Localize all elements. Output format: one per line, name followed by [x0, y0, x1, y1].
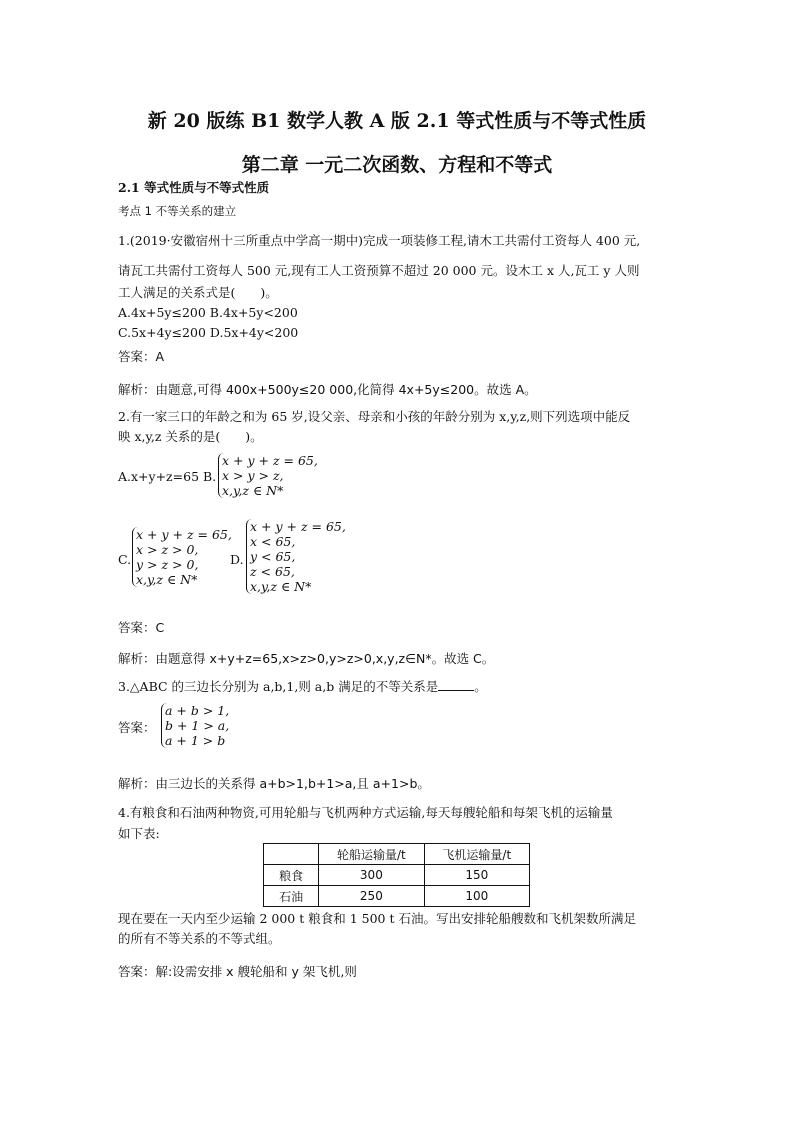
question-2-option-a: A.x+y+z=65 — [118, 469, 200, 484]
chapter-title: 第二章 一元二次函数、方程和不等式 — [241, 154, 553, 176]
table-cell: 粮食 — [264, 865, 319, 886]
system-line: a + b > 1, — [165, 703, 230, 718]
question-1-line-3: 工人满足的关系式是( )。 — [118, 285, 278, 300]
topic-heading: 考点 1 不等关系的建立 — [118, 204, 237, 218]
question-1-analysis: 解析：由题意,可得 400x+500y≤20 000,化简得 4x+5y≤200。故选 A。 — [118, 382, 537, 397]
question-2-option-d-label: D. — [230, 552, 244, 567]
question-2-line-2: 映 x,y,z 关系的是( )。 — [118, 429, 263, 444]
question-2-option-b-system — [218, 453, 318, 498]
question-2-option-d-system — [246, 519, 346, 594]
question-1-answer: 答案：A — [118, 349, 165, 364]
question-2-analysis: 解析：由题意得 x+y+z=65,x>z>0,y>z>0,x,y,z∈N*。故选 C。 — [118, 651, 495, 666]
question-2-option-c-system — [132, 527, 232, 587]
system-line: x,y,z ∈ N* — [136, 572, 198, 587]
question-1-line-1: 1.(2019·安徽宿州十三所重点中学高一期中)完成一项装修工程,请木工共需付工资每人 400 元, — [118, 233, 641, 248]
system-line: x + y + z = 65, — [222, 453, 318, 468]
question-3-stem — [118, 680, 487, 694]
document-title: 新 20 版练 B1 数学人教 A 版 2.1 等式性质与不等式性质 — [147, 110, 647, 132]
question-3-analysis: 解析：由三边长的关系得 a+b>1,b+1>a,且 a+1>b。 — [118, 776, 430, 791]
question-2-line-1: 2.有一家三口的年龄之和为 65 岁,设父亲、母亲和小孩的年龄分别为 x,y,z,则下列选项中能反 — [118, 409, 631, 424]
question-1-options-cd: C.5x+4y≤200 D.5x+4y<200 — [118, 325, 299, 340]
question-4-answer: 答案：解:设需安排 x 艘轮船和 y 架飞机,则 — [118, 964, 357, 979]
system-line: z < 65, — [250, 564, 295, 579]
system-line: x > y > z, — [222, 468, 284, 483]
system-line: x < 65, — [250, 534, 296, 549]
question-2-answer: 答案：C — [118, 620, 165, 635]
question-1-options-ab: A.4x+5y≤200 B.4x+5y<200 — [118, 305, 298, 320]
question-2-option-c-label: C. — [118, 552, 132, 567]
table-cell: 300 — [319, 865, 424, 886]
system-line: x,y,z ∈ N* — [222, 483, 284, 498]
question-2-option-b-label: B. — [203, 469, 217, 484]
question-1-line-2: 请瓦工共需付工资每人 500 元,现有工人工资预算不超过 20 000 元。设木工 x 人,瓦工 y 人则 — [118, 263, 640, 278]
question-4-line-3: 现在要在一天内至少运输 2 000 t 粮食和 1 500 t 石油。写出安排轮船艘数和飞机架数所满足 — [118, 911, 636, 926]
system-line: y < 65, — [250, 549, 296, 564]
question-3-answer-label: 答案： — [118, 720, 156, 735]
table-cell: 100 — [424, 886, 529, 907]
system-line: b + 1 > a, — [165, 718, 230, 733]
table-header-row — [264, 844, 530, 865]
system-line: x + y + z = 65, — [250, 519, 346, 534]
table-row — [264, 886, 530, 907]
transport-table — [263, 843, 530, 907]
table-header-cell: 飞机运输量/t — [424, 844, 529, 865]
question-3-stem-end: 。 — [474, 679, 487, 694]
table-cell: 250 — [319, 886, 424, 907]
question-3-answer-system — [161, 703, 229, 748]
system-line: x,y,z ∈ N* — [250, 579, 312, 594]
table-cell: 150 — [424, 865, 529, 886]
question-3-stem-text: 3.△ABC 的三边长分别为 a,b,1,则 a,b 满足的不等关系是 — [118, 679, 439, 694]
table-cell: 石油 — [264, 886, 319, 907]
table-row — [264, 865, 530, 886]
system-line: x > z > 0, — [136, 542, 199, 557]
system-line: a + 1 > b — [165, 733, 226, 748]
table-header-cell — [264, 844, 319, 865]
question-4-line-2: 如下表: — [118, 826, 160, 841]
question-4-line-4: 的所有不等关系的不等式组。 — [118, 931, 281, 946]
section-heading: 2.1 等式性质与不等式性质 — [118, 180, 270, 195]
question-4-line-1: 4.有粮食和石油两种物资,可用轮船与飞机两种方式运输,每天每艘轮船和每架飞机的运输量 — [118, 805, 613, 820]
answer-blank — [438, 680, 474, 691]
system-line: x + y + z = 65, — [136, 527, 232, 542]
table-header-cell: 轮船运输量/t — [319, 844, 424, 865]
system-line: y > z > 0, — [136, 557, 199, 572]
